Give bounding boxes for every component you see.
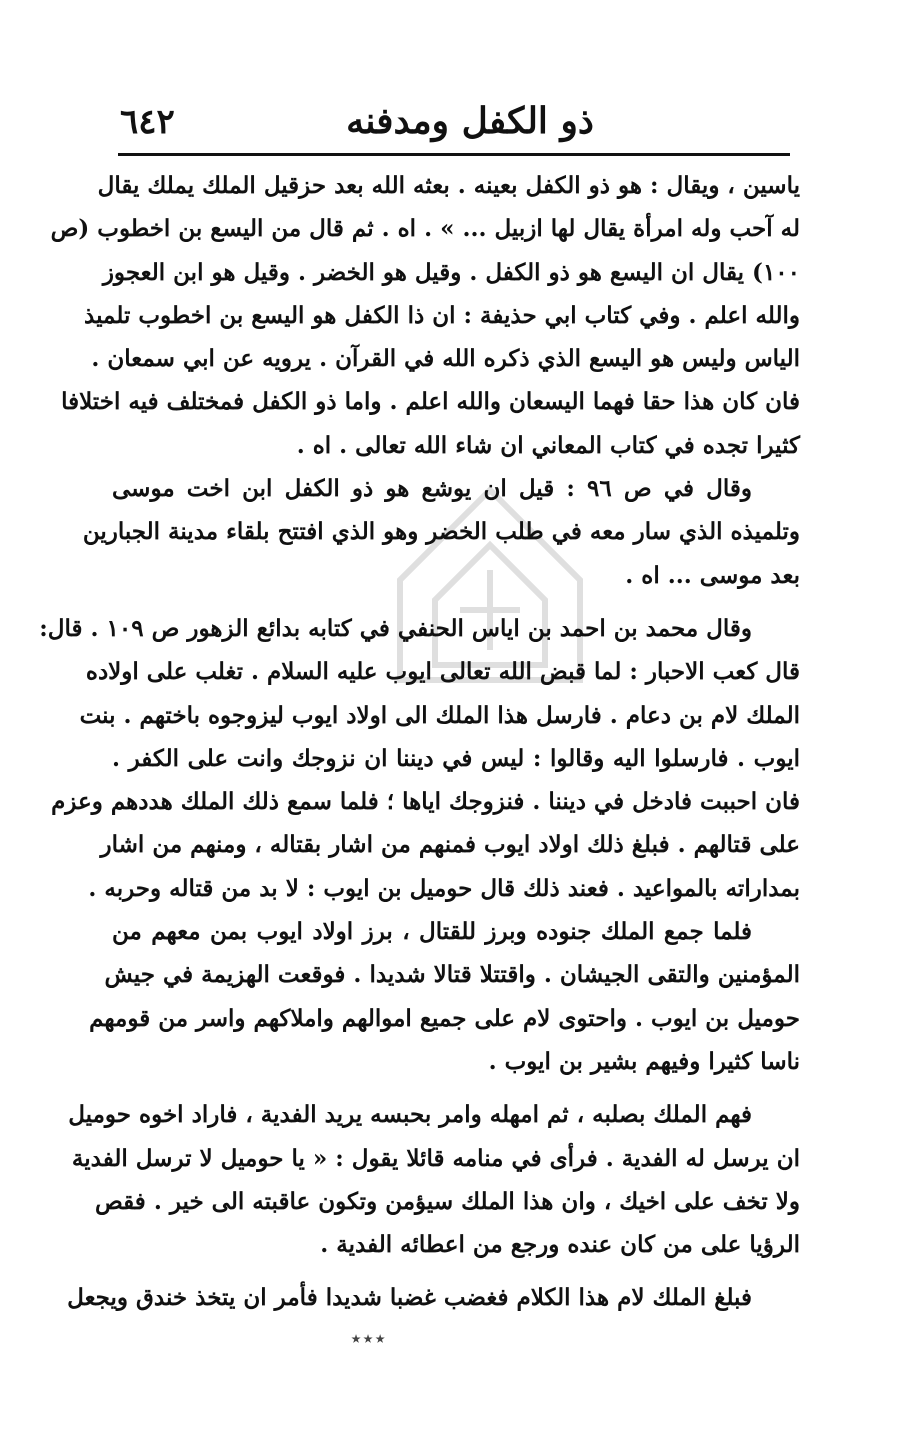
text-line: وتلميذه الذي سار معه في طلب الخضر وهو الذي افتتح بلقاء مدينة الجبارين [82,518,800,546]
text-line: الياس وليس هو اليسع الذي ذكره الله في القرآن . يرويه عن ابي سمعان . [91,345,800,373]
text-line: فبلغ الملك لام هذا الكلام فغضب غضبا شديدا فأمر ان يتخذ خندق ويجعل [67,1284,752,1312]
text-line: المؤمنين والتقى الجيشان . واقتتلا قتالا شديدا . فوقعت الهزيمة في جيش [104,961,800,989]
text-line: وقال في ص ٩٦ : قيل ان يوشع هو ذو الكفل ابن اخت موسى [112,475,752,503]
paragraph-3 [39,607,800,910]
page-body [39,164,800,1320]
running-title: ذو الكفل ومدفنه [346,100,594,142]
text-line: والله اعلم . وفي كتاب ابي حذيفة : ان ذا الكفل هو اليسع بن اخطوب تلميذ [84,301,800,329]
text-line: فان كان هذا حقا فهما اليسعان والله اعلم . واما ذو الكفل فمختلف فيه اختلافا [61,388,800,416]
text-line: بمداراته بالمواعيد . فعند ذلك قال حوميل بن ايوب : لا بد من قتاله وحربه . [88,874,800,902]
text-line: ياسين ، ويقال : هو ذو الكفل بعينه . بعثه الله بعد حزقيل الملك يملك يقال [97,172,800,199]
text-line: الرؤيا على من كان عنده ورجع من اعطائه الفدية . [320,1231,800,1259]
text-line: ان يرسل له الفدية . فرأى في منامه قائلا يقول : « يا حوميل لا ترسل الفدية [71,1144,800,1172]
paragraph-4 [89,910,800,1083]
paragraph-5 [68,1093,800,1266]
text-line: على قتالهم . فبلغ ذلك اولاد ايوب فمنهم من اشار بقتاله ، ومنهم من اشار [100,831,800,859]
text-line: ناسا كثيرا وفيهم بشير بن ايوب . [488,1047,800,1075]
paragraph-2 [82,467,800,597]
text-line: فلما جمع الملك جنوده وبرز للقتال ، برز اولاد ايوب بمن معهم من [112,918,752,946]
text-line: وقال محمد بن احمد بن اياس الحنفي في كتابه بدائع الزهور ص ١٠٩ . قال: [39,614,752,642]
text-line: ايوب . فارسلوا اليه وقالوا : ليس في ديننا ان نزوجك وانت على الكفر . [112,744,800,772]
text-line: حوميل بن ايوب . واحتوى لام على جميع اموالهم واملاكهم واسر من قومهم [89,1004,800,1032]
text-line: ولا تخف على اخيك ، وان هذا الملك سيؤمن وتكون عاقبته الى خير . فقص [95,1187,800,1215]
text-line: بعد موسى ... اه . [625,561,800,589]
text-line: كثيرا تجده في كتاب المعاني ان شاء الله تعالى . اه . [296,431,800,459]
text-line: قال كعب الاحبار : لما قبض الله تعالى ايوب عليه السلام . تغلب على اولاده [85,658,800,686]
paragraph-6 [67,1276,800,1319]
text-line: فان احببت فادخل في ديننا . فنزوجك اياها ؛ فلما سمع ذلك الملك هددهم وعزم [51,788,800,816]
footer-ornament: ٭٭٭ [350,1326,387,1350]
text-line: فهم الملك بصلبه ، ثم امهله وامر بحبسه يريد الفدية ، فاراد اخوه حوميل [68,1101,752,1129]
text-line: الملك لام بن دعام . فارسل هذا الملك الى اولاد ايوب ليزوجوه باختهم . بنت [79,701,800,729]
page-header [120,96,780,156]
paragraph-1 [50,164,800,467]
header-rule [118,153,790,156]
text-line: ١٠٠) يقال ان اليسع هو ذو الكفل . وقيل هو الخضر . وقيل هو ابن العجوز [102,258,800,286]
text-line: له آحب وله امرأة يقال لها ازبيل ... » . اه . ثم قال من اليسع بن اخطوب (ص [50,215,800,243]
page-number: ٦٤٢ [120,102,175,142]
